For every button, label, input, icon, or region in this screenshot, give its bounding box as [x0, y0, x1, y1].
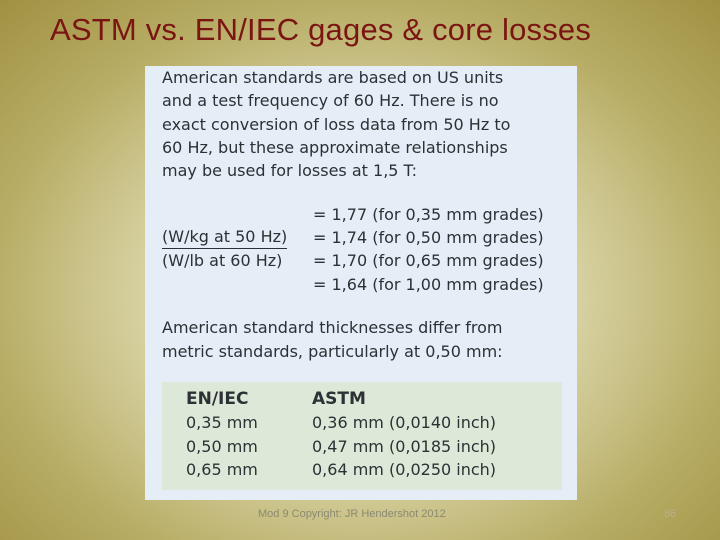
ratio-value: = 1,74 (for 0,50 mm grades): [313, 228, 544, 248]
intro-line: 60 Hz, but these approximate relationships: [162, 137, 508, 157]
content-image-panel: [145, 66, 577, 500]
thickness-line: American standard thicknesses differ from: [162, 318, 503, 337]
intro-paragraph: [162, 66, 510, 182]
table-cell: 0,65 mm: [186, 459, 258, 479]
intro-line: may be used for losses at 1,5 T:: [162, 161, 417, 181]
ratio-value: = 1,77 (for 0,35 mm grades): [313, 205, 544, 224]
table-header-astm: ASTM: [312, 389, 366, 409]
ratio-denominator: (W/lb at 60 Hz): [162, 251, 283, 270]
table-header-eniec: EN/IEC: [186, 389, 249, 409]
slide-title: ASTM vs. EN/IEC gages & core losses: [50, 12, 592, 47]
table-cell: 0,47 mm (0,0185 inch): [312, 436, 497, 456]
intro-line: exact conversion of loss data from 50 Hz to: [162, 114, 511, 134]
ratio-numerator: (W/kg at 50 Hz): [162, 225, 287, 249]
thickness-paragraph: [162, 316, 503, 364]
thickness-line: metric standards, particularly at 0,50 mm:: [162, 342, 503, 361]
table-cell: 0,64 mm (0,0250 inch): [312, 459, 497, 479]
table-column-astm: [312, 388, 496, 481]
table-column-eniec: [186, 388, 258, 481]
thickness-table: [162, 382, 562, 490]
ratio-value: = 1,64 (for 1,00 mm grades): [313, 274, 544, 294]
ratio-values: [313, 203, 544, 296]
table-cell: 0,50 mm: [186, 436, 258, 456]
intro-line: and a test frequency of 60 Hz. There is no: [162, 91, 499, 111]
loss-conversion-formula: [162, 203, 572, 299]
table-cell: 0,36 mm (0,0140 inch): [312, 413, 497, 433]
intro-line: American standards are based on US units: [162, 68, 504, 87]
table-cell: 0,35 mm: [186, 413, 258, 433]
slide-footer: Mod 9 Copyright: JR Hendershot 2012: [258, 508, 446, 520]
ratio-fraction: [162, 225, 287, 272]
ratio-value: = 1,70 (for 0,65 mm grades): [313, 251, 544, 271]
page-number: 86: [664, 508, 677, 520]
